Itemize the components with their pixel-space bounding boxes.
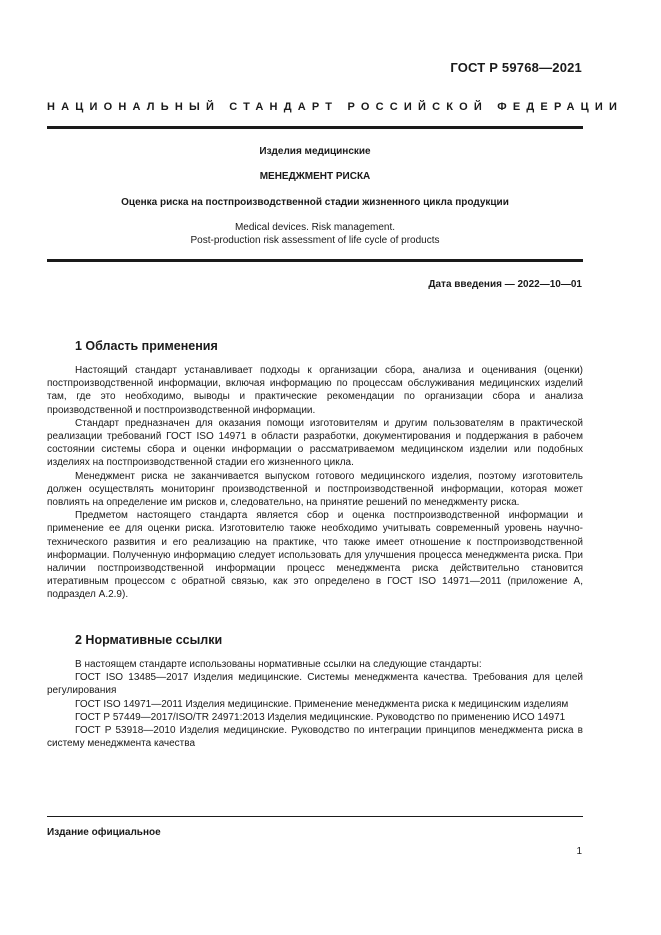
section-1-title: 1 Область применения <box>75 339 218 353</box>
paragraph: Настоящий стандарт устанавливает подходы к организации сбора, анализа и оценивания (оценки) постпроизводственной информации, включая информацию по процессам обслуживания медицинских изделий там, где это необходимо, выводы и практические рекомендации по организации сбора и анализа производственной и постпроизводственной информации. <box>47 365 583 416</box>
title-divider <box>47 259 583 262</box>
paragraph: Менеджмент риска не заканчивается выпуском готового медицинского изделия, поэтому изготовитель должен осуществлять мониторинг производственной и постпроизводственной информации, которая может повлиять на определение им рисков и, следовательно, на принятие решений по менеджменту риска. <box>47 470 583 509</box>
page-number: 1 <box>576 846 582 857</box>
footer-divider <box>47 816 583 817</box>
english-title-line-1: Medical devices. Risk management. <box>234 222 396 233</box>
reference-item: ГОСТ ISO 13485—2017 Изделия медицинские. Системы менеджмента качества. Требования для целей регулирования <box>47 672 583 697</box>
subtitle: Оценка риска на постпроизводственной стадии жизненного цикла продукции <box>121 197 509 208</box>
introduction-date: Дата введения — 2022—10—01 <box>428 279 582 290</box>
reference-item: ГОСТ Р 57449—2017/ISO/TR 24971:2013 Изделия медицинские. Руководство по применению ИСО 14971 <box>75 711 566 723</box>
products-heading: Изделия медицинские <box>259 146 371 157</box>
reference-item: ГОСТ ISO 14971—2011 Изделия медицинские. Применение менеджмента риска к медицинским изделиям <box>75 698 569 710</box>
english-title-line-2: Post-production risk assessment of life cycle of products <box>190 235 440 246</box>
document-code: ГОСТ Р 59768—2021 <box>450 60 582 75</box>
reference-item: ГОСТ Р 53918—2010 Изделия медицинские. Руководство по интеграции принципов менеджмента риска в систему менеджмента качества <box>47 725 583 750</box>
official-edition-label: Издание официальное <box>47 827 161 838</box>
section-2-body <box>47 658 583 750</box>
main-title: МЕНЕДЖМЕНТ РИСКА <box>259 171 371 182</box>
paragraph: Предметом настоящего стандарта является сбор и оценка постпроизводственной информации и применение ее для оценки риска. Изготовителю также необходимо учитывать современный уровень научно-технического развития и его реализацию на практике, что также имеет отношение к постпроизводственной информации. Полученную информацию следует использовать для улучшения процесса менеджмента риска. При наличии постпроизводственной информации процесс менеджмента риска действительно становится итеративным процессом с обратной связью, как это определено в ГОСТ ISO 14971—2011 (приложение А, подраздел А.2.9). <box>47 510 583 601</box>
top-divider <box>47 126 583 129</box>
national-standard-heading: НАЦИОНАЛЬНЫЙ СТАНДАРТ РОССИЙСКОЙ ФЕДЕРАЦИИ <box>47 101 624 113</box>
paragraph: В настоящем стандарте использованы нормативные ссылки на следующие стандарты: <box>75 659 482 670</box>
paragraph: Стандарт предназначен для оказания помощи изготовителям и другим пользователям в практической реализации требований ГОСТ ISO 14971 в области разработки, документирования и поддержания в рабочем состоянии системы сбора и оценки информации о рассматриваемом медицинском изделии или подобных изделиях на постпроизводственной стадии его жизненного цикла. <box>47 417 583 469</box>
section-2-title: 2 Нормативные ссылки <box>75 633 223 647</box>
section-1-body <box>47 364 583 602</box>
